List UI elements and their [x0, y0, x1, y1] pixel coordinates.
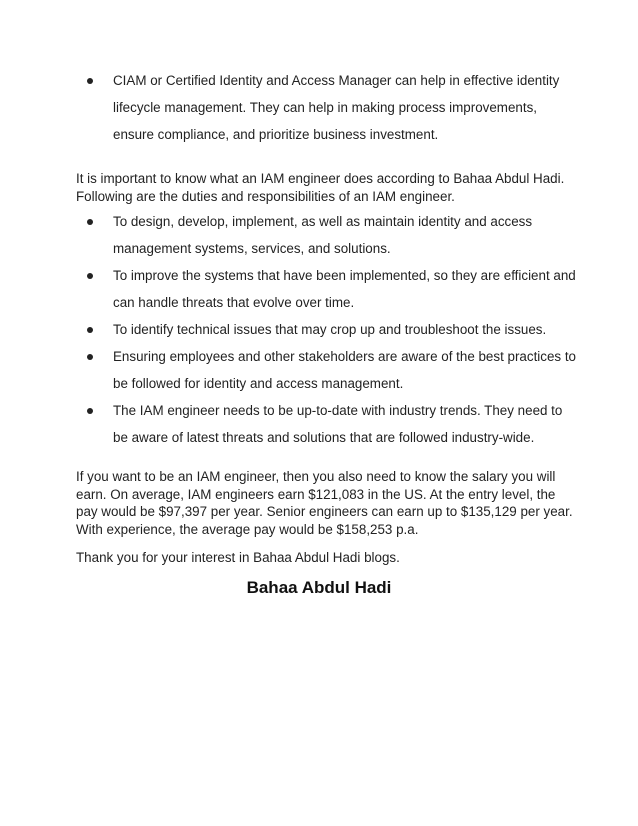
list-item [0, 208, 638, 262]
list-item [0, 343, 638, 397]
bullet-icon [87, 327, 93, 333]
thanks-paragraph: Thank you for your interest in Bahaa Abdul Hadi blogs. [76, 550, 400, 565]
bullet-icon [87, 273, 93, 279]
salary-paragraph: If you want to be an IAM engineer, then you also need to know the salary you will earn. On average, IAM engineers earn $121,083 in the US. At the entry level, the pay would be $97,397 per year. Senior engineers can earn up to $135,129 per year. With experience, the average pay would be $158,253 p.a. [76, 469, 573, 537]
intro-paragraph: It is important to know what an IAM engineer does according to Bahaa Abdul Hadi. Following are the duties and responsibilities of an IAM engineer. [76, 171, 565, 204]
list-item [0, 262, 638, 316]
list-item [0, 316, 638, 343]
list-item [0, 67, 638, 148]
bullet-text: To design, develop, implement, as well as maintain identity and access management systems, services, and solutions. [113, 214, 533, 256]
bullet-text: Ensuring employees and other stakeholders are aware of the best practices to be followed for identity and access management. [113, 349, 576, 391]
list-item [0, 397, 638, 451]
bullet-icon [87, 354, 93, 360]
bullet-text: To identify technical issues that may crop up and troubleshoot the issues. [113, 322, 547, 337]
duties-bullet-list [0, 208, 638, 451]
bullet-text: The IAM engineer needs to be up-to-date with industry trends. They need to be aware of latest threats and solutions that are followed industry-wide. [113, 403, 563, 445]
ciam-bullet-list [0, 67, 638, 148]
bullet-text: To improve the systems that have been implemented, so they are efficient and can handle threats that evolve over time. [113, 268, 576, 310]
bullet-text: CIAM or Certified Identity and Access Manager can help in effective identity lifecycle management. They can help in making process improvements, ensure compliance, and prioritize business investment. [113, 73, 560, 142]
author-signature: Bahaa Abdul Hadi [246, 578, 392, 597]
bullet-icon [87, 78, 93, 84]
bullet-icon [87, 219, 93, 225]
bullet-icon [87, 408, 93, 414]
